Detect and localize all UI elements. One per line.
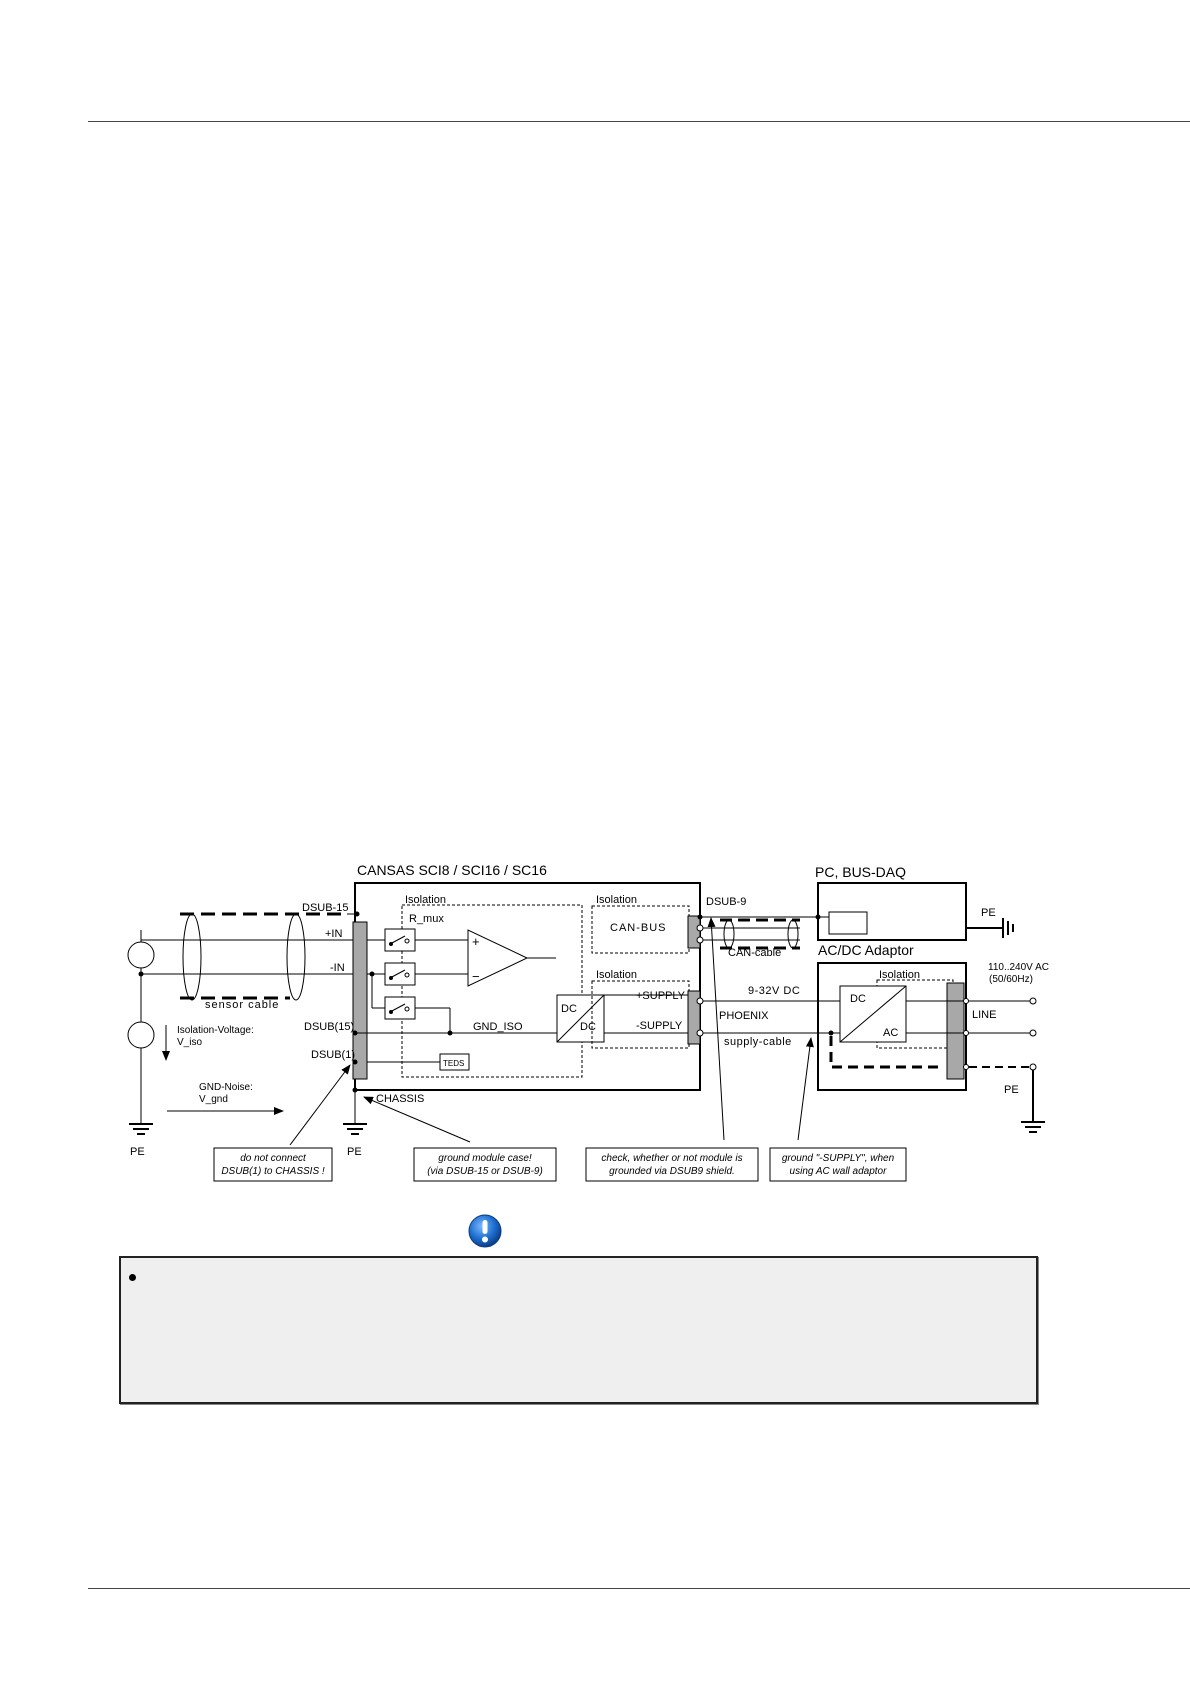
pc-pe-label: PE — [981, 907, 996, 919]
callout-4 — [770, 1148, 906, 1181]
voltage-ac-label-2: (50/60Hz) — [989, 974, 1033, 985]
svg-text:(via DSUB-15 or DSUB-9): (via DSUB-15 or DSUB-9) — [427, 1166, 543, 1177]
isolation-block — [402, 905, 582, 1077]
isolation-label-4: Isolation — [879, 969, 920, 981]
svg-text:do not connect: do not connect — [240, 1153, 306, 1164]
pc-earth-symbol — [1003, 918, 1013, 938]
chassis-pe-label: PE — [347, 1146, 362, 1158]
warning-exclamation-icon — [467, 1213, 503, 1249]
svg-text:DSUB(1) to CHASSIS !: DSUB(1) to CHASSIS ! — [221, 1166, 325, 1177]
chassis-label: CHASSIS — [376, 1093, 425, 1105]
dsub15-label: DSUB-15 — [302, 902, 349, 914]
adaptor-pe-label: PE — [1004, 1084, 1019, 1096]
voltage-ac-label-1: 110..240V AC — [988, 962, 1049, 973]
callout-1 — [214, 1148, 332, 1181]
gnd-noise-label-2: V_gnd — [199, 1094, 228, 1105]
amp-minus: − — [472, 969, 480, 984]
svg-text:grounded via DSUB9 shield.: grounded via DSUB9 shield. — [609, 1166, 735, 1177]
line-label: LINE — [972, 1009, 997, 1021]
dcdc-label-bottom: DC — [580, 1021, 596, 1033]
voltage-dc-label: 9-32V DC — [748, 985, 801, 997]
adaptor-ac-label: AC — [883, 1027, 899, 1039]
sensor-pe-label: PE — [130, 1146, 145, 1158]
note-bullet — [129, 1274, 136, 1281]
line-wiring — [906, 998, 1036, 1122]
dsub15-connector — [353, 922, 367, 1079]
dsub9-connector — [688, 916, 700, 948]
dcdc-label-top: DC — [561, 1003, 577, 1015]
dsub1-pin-label: DSUB(1) — [311, 1049, 356, 1061]
supply-cable-label: supply-cable — [724, 1036, 792, 1048]
footer-rule — [88, 1588, 1190, 1589]
callout-2 — [414, 1148, 556, 1181]
module-box — [355, 883, 700, 1090]
amp-plus: + — [472, 934, 480, 949]
r-mux-label: R_mux — [409, 913, 444, 925]
dsub9-label: DSUB-9 — [706, 896, 747, 908]
iso-voltage-label-1: Isolation-Voltage: — [177, 1025, 254, 1036]
callout-3 — [586, 1148, 758, 1181]
supply-minus-label: -SUPPLY — [636, 1020, 683, 1032]
in-minus-label: -IN — [330, 962, 345, 974]
adaptor-connector — [947, 983, 964, 1079]
chassis-earth-symbol — [343, 1124, 367, 1134]
adaptor-earth-symbol — [1021, 1122, 1045, 1132]
svg-text:using AC wall adaptor: using AC wall adaptor — [789, 1166, 887, 1177]
can-cable — [697, 917, 818, 948]
isolation-label-3: Isolation — [596, 969, 637, 981]
svg-text:ground module case!: ground module case! — [438, 1153, 532, 1164]
phoenix-label: PHOENIX — [719, 1010, 769, 1022]
isolation-label-1: Isolation — [405, 894, 446, 906]
gnd-iso-label: GND_ISO — [473, 1021, 523, 1033]
isolation-label-2: Isolation — [596, 894, 637, 906]
can-cable-label: CAN-cable — [728, 947, 782, 959]
adaptor-dc-label: DC — [850, 993, 866, 1005]
gnd-noise-label-1: GND-Noise: — [199, 1082, 253, 1093]
teds-label: TEDS — [443, 1059, 465, 1068]
iso-voltage-label-2: V_iso — [177, 1037, 203, 1048]
can-bus-label: CAN-BUS — [610, 922, 667, 934]
sensor-earth-symbol — [129, 1124, 153, 1134]
pc-title: PC, BUS-DAQ — [815, 864, 907, 880]
supply-plus-label: +SUPPLY — [636, 990, 686, 1002]
in-plus-label: +IN — [325, 928, 343, 940]
note-box — [119, 1256, 1038, 1404]
pc-interface — [829, 912, 867, 934]
sensor-wiring — [141, 914, 367, 1124]
module-title: CANSAS SCI8 / SCI16 / SC16 — [357, 862, 547, 878]
dsub15-pin-label: DSUB(15) — [304, 1021, 355, 1033]
svg-text:check, whether or not module i: check, whether or not module is — [601, 1153, 743, 1164]
svg-text:ground "-SUPPLY", when: ground "-SUPPLY", when — [781, 1153, 895, 1164]
adaptor-title: AC/DC Adaptor — [818, 942, 914, 958]
mux-switches — [385, 929, 415, 1019]
sensor-cable-label: sensor cable — [205, 999, 280, 1011]
